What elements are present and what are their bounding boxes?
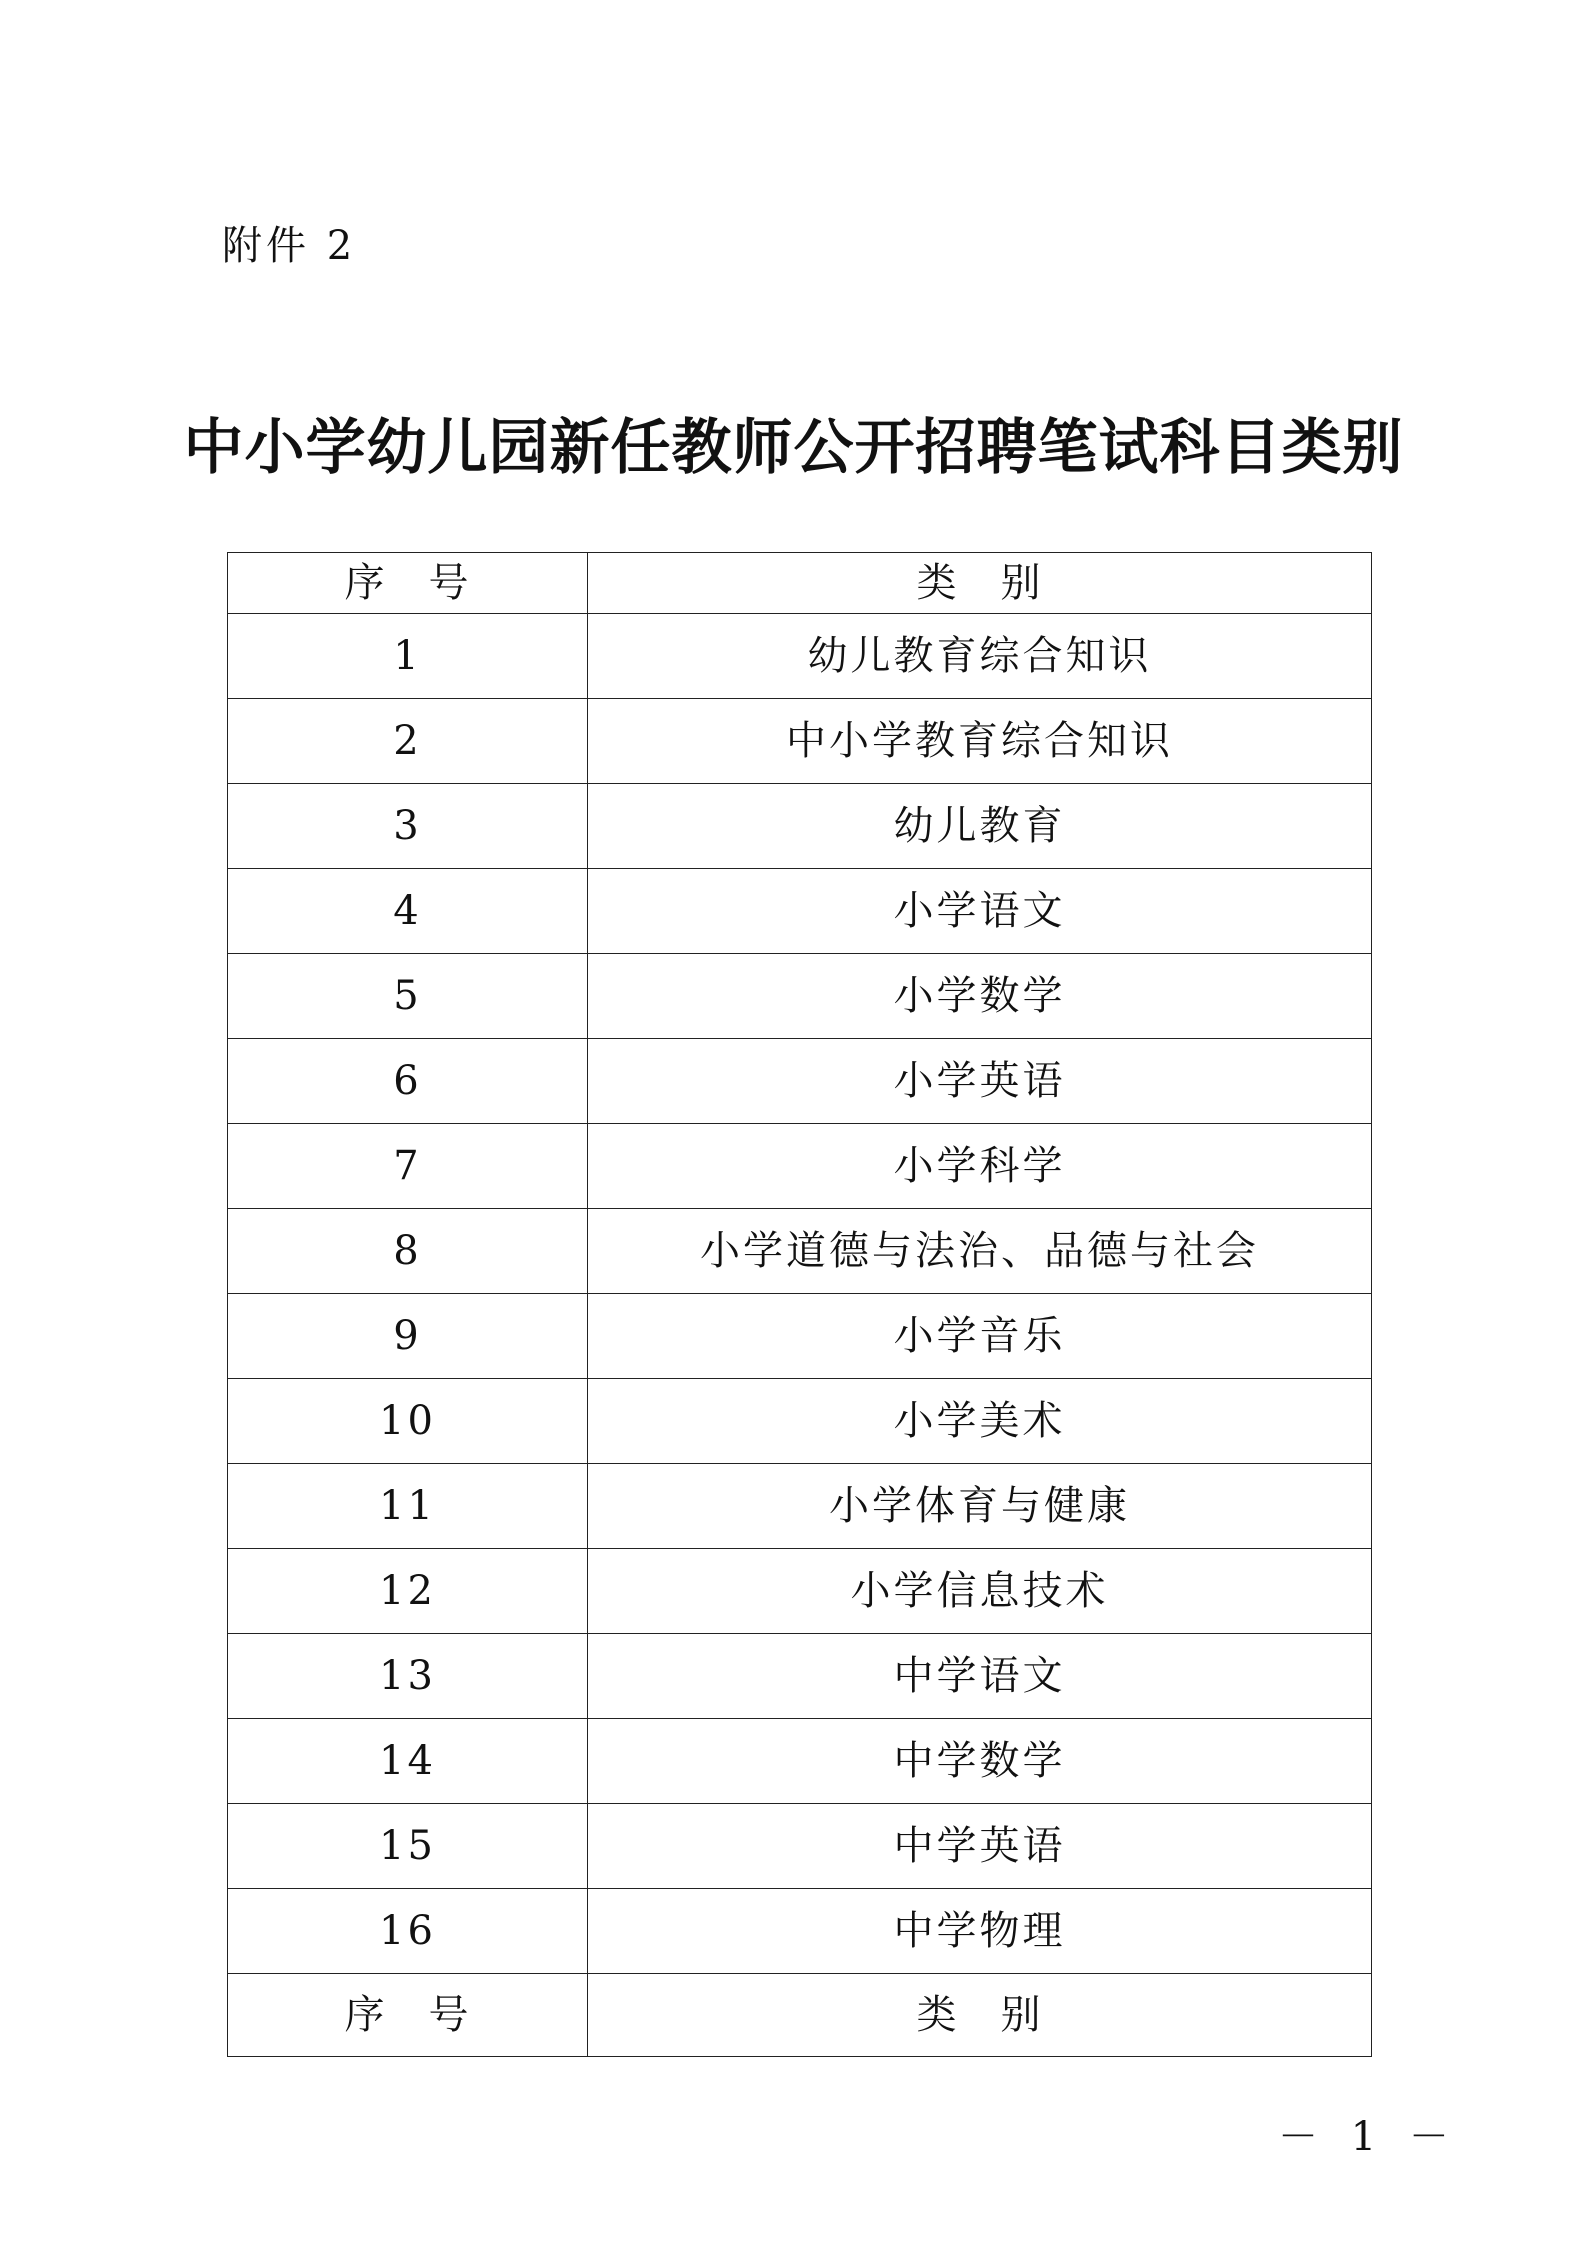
repeat-header-number-cell: [228, 1974, 588, 2057]
table-row: [228, 954, 1372, 1039]
row-number-cell: 9: [228, 1294, 588, 1379]
row-category-cell: 中学物理: [588, 1889, 1372, 1974]
row-category-cell: 小学数学: [588, 954, 1372, 1039]
header-number-char-2: 号: [428, 560, 471, 606]
table-row: [228, 1209, 1372, 1294]
table-row: [228, 1124, 1372, 1209]
row-number-cell: 15: [228, 1804, 588, 1889]
table-row: [228, 784, 1372, 869]
row-category-cell: 中学英语: [588, 1804, 1372, 1889]
row-category-cell: 小学语文: [588, 869, 1372, 954]
row-category-cell: 幼儿教育综合知识: [588, 614, 1372, 699]
table-row: [228, 869, 1372, 954]
table-row: [228, 1719, 1372, 1804]
header-category-cell: [588, 553, 1372, 614]
header-number-cell: [228, 553, 588, 614]
header-category-char-2: 别: [1000, 560, 1043, 606]
row-category-cell: 小学音乐: [588, 1294, 1372, 1379]
table-row: [228, 1379, 1372, 1464]
row-number-cell: 1: [228, 614, 588, 699]
table-row: [228, 699, 1372, 784]
row-number-cell: 10: [228, 1379, 588, 1464]
repeat-header-category-char-1: 类: [916, 1992, 959, 2038]
row-category-cell: 中学语文: [588, 1634, 1372, 1719]
table-repeat-header-row: [228, 1974, 1372, 2057]
repeat-header-category-char-2: 别: [1000, 1992, 1043, 2038]
page-number: － 1 －: [1278, 2114, 1459, 2160]
row-category-cell: 小学道德与法治、品德与社会: [588, 1209, 1372, 1294]
row-category-cell: 小学英语: [588, 1039, 1372, 1124]
subject-category-table: [227, 552, 1372, 2057]
row-number-cell: 7: [228, 1124, 588, 1209]
header-category-char-1: 类: [916, 560, 959, 606]
table-row: [228, 1039, 1372, 1124]
row-number-cell: 5: [228, 954, 588, 1039]
row-category-cell: 中小学教育综合知识: [588, 699, 1372, 784]
table-row: [228, 1464, 1372, 1549]
row-category-cell: 小学信息技术: [588, 1549, 1372, 1634]
row-category-cell: 小学科学: [588, 1124, 1372, 1209]
attachment-label: 附件 2: [222, 223, 357, 269]
repeat-header-category-cell: [588, 1974, 1372, 2057]
document-title: 中小学幼儿园新任教师公开招聘笔试科目类别: [183, 413, 1404, 483]
row-number-cell: 3: [228, 784, 588, 869]
table-row: [228, 1804, 1372, 1889]
header-number-char-1: 序: [344, 560, 387, 606]
row-number-cell: 8: [228, 1209, 588, 1294]
row-number-cell: 12: [228, 1549, 588, 1634]
row-number-cell: 6: [228, 1039, 588, 1124]
row-number-cell: 13: [228, 1634, 588, 1719]
table-row: [228, 614, 1372, 699]
row-number-cell: 2: [228, 699, 588, 784]
row-number-cell: 11: [228, 1464, 588, 1549]
table-row: [228, 1889, 1372, 1974]
table-header-row: [228, 553, 1372, 614]
table-row: [228, 1634, 1372, 1719]
row-number-cell: 16: [228, 1889, 588, 1974]
row-category-cell: 小学美术: [588, 1379, 1372, 1464]
table-row: [228, 1294, 1372, 1379]
row-category-cell: 小学体育与健康: [588, 1464, 1372, 1549]
row-number-cell: 4: [228, 869, 588, 954]
row-category-cell: 中学数学: [588, 1719, 1372, 1804]
row-number-cell: 14: [228, 1719, 588, 1804]
row-category-cell: 幼儿教育: [588, 784, 1372, 869]
repeat-header-number-char-1: 序: [344, 1992, 387, 2038]
repeat-header-number-char-2: 号: [428, 1992, 471, 2038]
table-row: [228, 1549, 1372, 1634]
